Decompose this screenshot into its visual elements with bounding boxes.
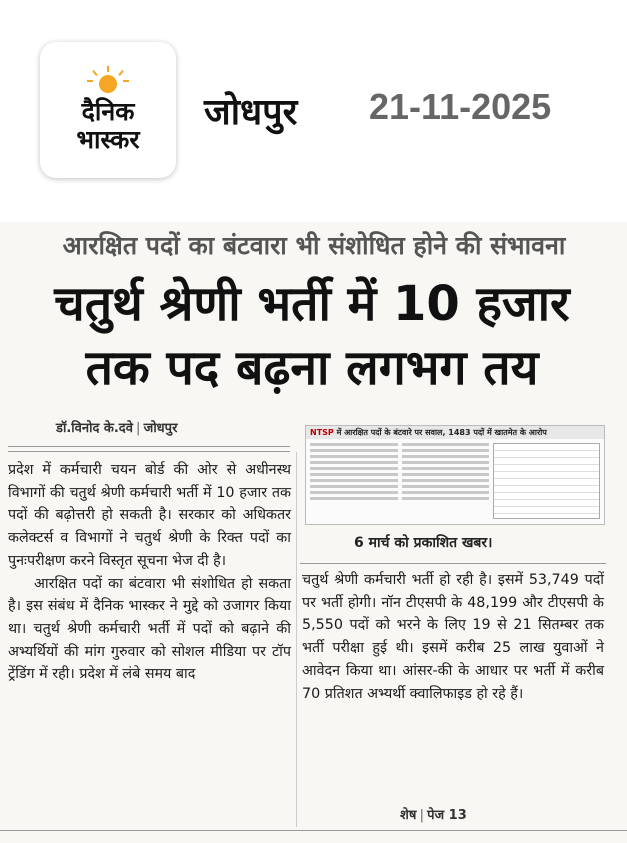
caption-rule xyxy=(300,563,606,564)
inset-news-image xyxy=(305,425,605,525)
page-header xyxy=(0,0,627,190)
headline-line-1: चतुर्थ श्रेणी भर्ती में 10 हजार xyxy=(54,276,570,332)
body-paragraph-3: चतुर्थ श्रेणी कर्मचारी भर्ती हो रही है। इसमें 53,749 पदों पर भर्ती होगी। नॉन टीएसपी के 48,199 और टीएसपी के 5,550 पदों को भरने के लिए 19 से 21 सितम्बर तक भर्ती परीक्षा हुई थी। इसमें करीब 25 लाख युवाओं ने आवेदन किया था। आंसर-की के आधार पर भर्ती में करीब 70 प्रतिशत अभ्यर्थी क्वालिफाइड हो रहे हैं। xyxy=(302,572,604,702)
article-kicker: आरक्षित पदों का बंटवारा भी संशोधित होने की संभावना xyxy=(62,231,566,260)
byline-city: जोधपुर xyxy=(143,421,178,436)
headline-line-2: तक पद बढ़ना लगभग तय xyxy=(85,340,539,396)
body-paragraph-2: आरक्षित पदों का बंटवारा भी संशोधित हो सकता है। इस संबंध में दैनिक भास्कर ने मुद्दे को उजागर किया था। चतुर्थ श्रेणी कर्मचारी भर्ती में पदों को बढ़ाने की अभ्यर्थियों की मांग गुरुवार को सोशल मीडिया पर टॉप ट्रेंडिंग में रही। प्रदेश में लंबे समय बाद xyxy=(8,575,291,683)
bottom-rule xyxy=(0,830,627,831)
sun-icon xyxy=(84,66,132,96)
continued-on xyxy=(400,805,467,823)
byline xyxy=(56,418,177,436)
continued-separator: | xyxy=(419,808,425,823)
dainik-bhaskar-logo[interactable] xyxy=(40,42,176,178)
inset-table xyxy=(493,443,600,519)
inset-prefix: NTSP xyxy=(310,428,334,437)
inset-headline xyxy=(306,426,604,439)
continued-page: पेज 13 xyxy=(427,808,467,823)
column-divider xyxy=(296,452,297,827)
body-paragraph-1: प्रदेश में कर्मचारी चयन बोर्ड की ओर से अधीनस्थ विभागों की चतुर्थ श्रेणी कर्मचारी भर्ती में 10 हजार तक पदों की बढ़ोत्तरी हो सकती है। सरकार को अधिकतर कलेक्टर्स व विभागों ने चतुर्थ श्रेणी के रिक्त पदों का पुनःपरीक्षण करने विस्तृत सूचना भेज दी है। xyxy=(8,462,291,569)
inset-caption: 6 मार्च को प्रकाशित खबर। xyxy=(354,535,493,551)
inset-text-column xyxy=(402,443,490,519)
byline-author: डॉ.विनोद के.दवे xyxy=(56,421,133,436)
edition-date: 21-11-2025 xyxy=(369,86,552,127)
logo-wordmark-line1: दैनिक xyxy=(81,97,135,126)
article-column-1 xyxy=(8,459,291,686)
continued-label: शेष xyxy=(400,808,417,823)
inset-text-column xyxy=(310,443,398,519)
article-headline xyxy=(12,272,612,400)
article-column-2 xyxy=(302,569,604,705)
column-rule xyxy=(8,446,290,452)
inset-headline-text: में आरक्षित पदों के बंटवारे पर सवाल, 1483 पदों में खातमेत के आरोप xyxy=(336,428,547,437)
edition-city: जोधपुर xyxy=(204,92,298,133)
logo-wordmark-line2: भास्कर xyxy=(76,125,140,154)
inset-body xyxy=(306,439,604,523)
byline-separator: | xyxy=(135,421,141,436)
